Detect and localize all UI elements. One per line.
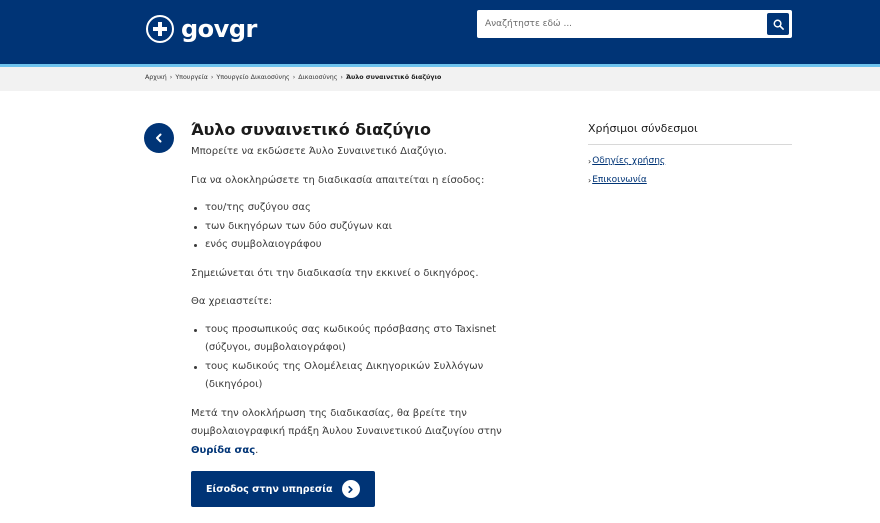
page-title: Άυλο συναινετικό διαζύγιο: [191, 120, 431, 139]
need-list: [191, 321, 526, 395]
chevron-right-icon: ›: [588, 157, 592, 166]
search-input[interactable]: [477, 10, 764, 38]
breadcrumb-ministries[interactable]: Υπουργεία: [175, 74, 208, 81]
sidebar-item-instructions: [588, 152, 792, 171]
breadcrumb-justice[interactable]: Δικαιοσύνης: [298, 74, 338, 81]
breadcrumb: Αρχική › Υπουργεία › Υπουργείο Δικαιοσύνης › Δικαιοσύνης › Άυλο συναινετικό διαζύγιο: [145, 74, 442, 81]
enter-service-label: Είσοδος στην υπηρεσία: [206, 483, 333, 495]
breadcrumb-ministry-justice[interactable]: Υπουργείο Δικαιοσύνης: [216, 74, 290, 81]
sidebar-title: Χρήσιμοι σύνδεσμοι: [588, 122, 792, 145]
auth-text: Για να ολοκληρώσετε τη διαδικασία απαιτείται η είσοδος:: [191, 174, 485, 186]
after-text: Μετά την ολοκλήρωση της διαδικασίας, θα βρείτε την συμβολαιογραφική πράξη Άυλου Συναινετικού Διαζυγίου στην Θυρίδα σας.: [191, 407, 502, 456]
breadcrumb-home[interactable]: Αρχική: [145, 74, 167, 81]
chevron-left-icon: [153, 132, 165, 144]
note-text: Σημειώνεται ότι την διαδικασία την εκκινεί ο δικηγόρος.: [191, 267, 479, 279]
enter-service-button[interactable]: [191, 471, 375, 507]
site-header: [0, 0, 880, 64]
need-text: Θα χρειαστείτε:: [191, 296, 273, 307]
mailbox-link[interactable]: Θυρίδα σας: [191, 444, 256, 456]
govgr-logo[interactable]: [146, 13, 257, 45]
intro-text: Μπορείτε να εκδώσετε Άυλο Συναινετικό Διαζύγιο.: [191, 146, 447, 157]
useful-links-sidebar: [588, 122, 792, 190]
auth-list: [191, 199, 526, 255]
list-item: ενός συμβολαιογράφου: [191, 236, 526, 255]
sidebar-links: [588, 152, 792, 190]
main-content: [191, 119, 526, 507]
breadcrumb-current: Άυλο συναινετικό διαζύγιο: [345, 74, 442, 81]
list-item: τους κωδικούς της Ολομέλειας Δικηγορικών Συλλόγων (δικηγόροι): [191, 358, 526, 395]
greek-emblem-icon: [146, 15, 174, 43]
list-item: των δικηγόρων των δύο συζύγων και: [191, 218, 526, 237]
breadcrumb-bar: [0, 67, 880, 91]
list-item: του/της συζύγου σας: [191, 199, 526, 218]
back-button[interactable]: [144, 123, 174, 153]
chevron-right-icon: ›: [588, 176, 592, 185]
search-button[interactable]: [767, 13, 789, 35]
search-box: [477, 10, 792, 38]
list-item: τους προσωπικούς σας κωδικούς πρόσβασης στο Taxisnet (σύζυγοι, συμβολαιογράφοι): [191, 321, 526, 358]
contact-link[interactable]: Επικοινωνία: [592, 175, 647, 185]
instructions-link[interactable]: Οδηγίες χρήσης: [592, 156, 666, 166]
chevron-right-icon: [342, 480, 360, 498]
search-icon: [773, 19, 784, 30]
sidebar-item-contact: [588, 171, 792, 190]
logo-wordmark: govgr: [181, 15, 257, 43]
